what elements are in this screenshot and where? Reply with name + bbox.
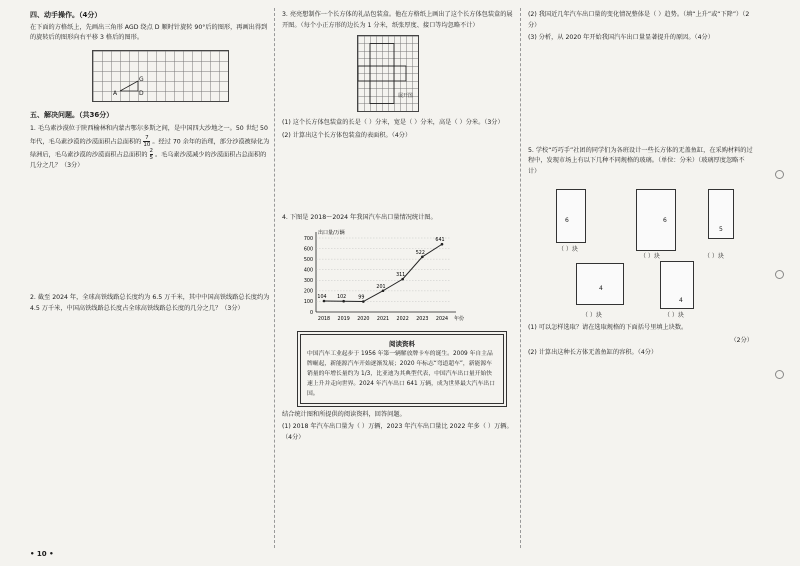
question-4-instruction: 结合统计图和所提供的阅读资料，回答问题。	[282, 410, 406, 418]
data-point	[382, 289, 385, 292]
question-3-sub1: (1) 这个长方体包装盒的长是（ ）分米，宽是（ ）分米，高是（ ）分米。（3分）	[282, 119, 504, 126]
answer-space[interactable]	[528, 46, 753, 146]
question-5: 5. 学校“巧巧手”社团的同学们为各班设计一些长方体的无盖鱼缸，在采购材料的过程中，发现市场上有以下几种不同规格的玻璃。（单位：分米）（玻璃厚度忽略不计）	[528, 146, 753, 175]
question-3-sub2: (2) 计算出这个长方体包装盒的表面积。（4分）	[282, 131, 412, 139]
x-tick-label: 2020	[357, 316, 370, 322]
question-5-sub2: (2) 计算出这种长方体无盖鱼缸的容积。（4分）	[528, 349, 658, 356]
question-4: 4. 下图是 2018～2024 年我国汽车出口量情况统计图。	[282, 214, 437, 221]
data-point	[362, 300, 365, 303]
data-label: 201	[376, 284, 386, 290]
y-tick-label: 200	[303, 289, 313, 295]
glass-piece-e: 4	[660, 261, 694, 309]
point-d-label: D	[139, 89, 144, 97]
binding-hole	[775, 170, 784, 179]
question-2: 2. 截至 2024 年，全球高铁线路总长度约为 6.5 万千米，其中中国高铁线路总长度约为 4.5 万千米，中国高铁线路总长度占全球高铁线路总长度的几分之几？（3分）	[30, 294, 270, 312]
blank-b[interactable]: （ ）块	[640, 253, 660, 260]
y-tick-label: 500	[303, 257, 313, 263]
glass-piece-c: 5	[708, 189, 734, 239]
binding-hole	[775, 370, 784, 379]
net-grid	[357, 35, 419, 112]
glass-pieces	[528, 181, 753, 311]
reading-title: 阅读资料	[389, 339, 415, 348]
blank-c[interactable]: （ ）块	[704, 253, 724, 260]
point-g-label: G	[139, 75, 144, 83]
section-5-heading: 五、解决问题。（共36分）	[30, 110, 114, 119]
data-label: 104	[317, 294, 327, 300]
question-4-sub2: (2) 我国近几年汽车出口量的变化情况整体是（ ）趋势。（填“上升”或“下降”）（2分）	[528, 11, 750, 29]
column-divider	[520, 8, 521, 548]
net-label: 展开图	[398, 93, 414, 99]
fraction-2: $\frac{2}{5}$	[149, 147, 154, 161]
column-right	[528, 10, 753, 361]
column-middle	[282, 10, 514, 445]
x-tick-label: 2023	[416, 316, 429, 322]
data-label: 311	[396, 272, 406, 278]
section-4-text: 在下面的方格纸上，先画出三角形 AGD 绕点 D 顺时针旋转 90°后的图形，再画出得到的旋转后的图形向右平移 3 格后的图形。	[30, 23, 268, 41]
x-tick-label: 2019	[337, 316, 350, 322]
drawing-grid[interactable]	[92, 50, 229, 102]
reading-text: 中国汽车工业起步于 1956 年第一辆解放牌卡车的诞生。2009 年自主品牌崛起，新能源汽车开始逐渐发展；2020 年标志“弯道超车”，新能源车销量的年增长量约为 1/3，比亚迪为其典型代表，中国汽车出口量开始快速上升并走向世界。2024 年汽车出口 641 万辆，成为世界最大汽车出口国。	[307, 350, 495, 397]
binding-hole	[775, 270, 784, 279]
fraction-1: $\frac{7}{10}$	[143, 134, 151, 148]
question-5-sub1-score: （2分）	[730, 336, 753, 344]
data-point	[441, 242, 444, 245]
y-tick-label: 400	[303, 268, 313, 274]
y-tick-label: 600	[303, 246, 313, 252]
glass-piece-d: 4	[576, 263, 624, 305]
question-4-sub3: (3) 分析，从 2020 年开始我国汽车出口量显著提升的原因。（4分）	[528, 34, 714, 41]
x-tick-label: 2022	[396, 316, 409, 322]
blank-row	[528, 311, 753, 323]
data-point	[342, 299, 345, 302]
data-label: 641	[435, 237, 445, 243]
question-3: 3. 亮亮想制作一个长方体的礼品包装盒。他在方格纸上画出了这个长方体包装盒的展开图。（每个小正方形的边长为 1 分米，纸张厚度、接口等均忽略不计）	[282, 11, 513, 29]
point-a-label: A	[113, 89, 118, 97]
export-line-chart	[290, 226, 480, 326]
y-tick-label: 300	[303, 278, 313, 284]
answer-space[interactable]	[282, 143, 514, 213]
column-left	[30, 10, 270, 318]
y-tick-label: 100	[303, 299, 313, 305]
section-4-heading: 四、动手操作。（4分）	[30, 11, 102, 19]
y-tick-label: 700	[303, 236, 313, 242]
glass-piece-b: 6	[636, 189, 676, 251]
data-label: 99	[358, 295, 365, 301]
data-point	[401, 277, 404, 280]
y-axis-label: 出口量/万辆	[318, 229, 345, 236]
chart-svg	[290, 226, 480, 326]
page-number: • 10 •	[30, 550, 54, 558]
y-tick-label: 0	[309, 310, 313, 316]
x-tick-label: 2018	[317, 316, 331, 322]
x-tick-label: 2024	[435, 316, 449, 322]
glass-piece-a: 6	[556, 189, 586, 243]
data-label: 522	[415, 250, 425, 256]
blank-e[interactable]: （ ）块	[664, 312, 684, 319]
answer-space[interactable]	[30, 175, 270, 293]
column-divider	[274, 8, 275, 548]
blank-a[interactable]: （ ）块	[558, 246, 578, 253]
x-tick-label: 2021	[376, 316, 390, 322]
blank-d[interactable]: （ ）块	[582, 312, 602, 319]
x-axis-label: 年份	[454, 315, 465, 322]
data-point	[421, 255, 424, 258]
question-1: 1. 毛乌素沙漠位于陕西榆林和内蒙古鄂尔多斯之间，是中国四大沙地之一。50 世纪 50 年代，毛乌素沙漠的沙漠面积占总面积的 $\frac{7}{10}$ 。经过 70 余年的治理，部分沙漠被绿化为绿洲后，毛乌素沙漠的沙漠面积占总面积的 $\frac{2}{5}$ 。毛乌素沙漠减少的沙漠面积占总面积的几分之几？（3分）	[30, 125, 270, 169]
data-label: 102	[337, 294, 347, 300]
reading-material-box	[300, 334, 504, 404]
data-point	[323, 299, 326, 302]
question-4-sub1: (1) 2018 年汽车出口量为（ ）万辆，2023 年汽车出口量比 2022 年多（ ）万辆。（4分）	[282, 423, 513, 441]
question-5-sub1: (1) 可以怎样选取？请在选取规格的下面括号里填上块数。	[528, 324, 688, 331]
